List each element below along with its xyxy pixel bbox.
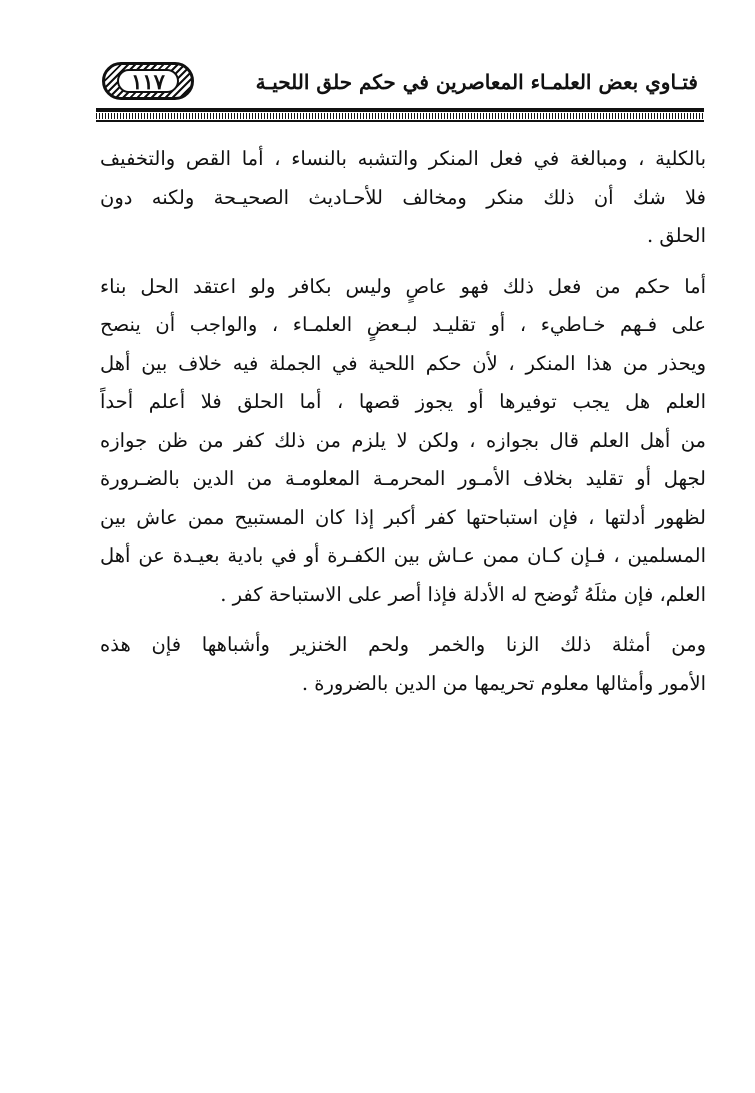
text-line: العلم، فإن مثلَهُ تُوضح له الأدلة فإذا أصر على الاستباحة كفر . — [220, 582, 706, 606]
text-line: ومن أمثلة ذلك الزنا والخمر ولحم الخنزير وأشباهها فإن هذه — [100, 633, 706, 656]
paragraph-spacer — [100, 614, 706, 626]
paragraph-spacer — [100, 256, 706, 268]
header-rule-thick — [96, 108, 704, 112]
header-title: فتـاوي بعض العلمـاء المعاصرين في حكم حلق اللحيـة — [255, 70, 698, 94]
running-header — [96, 58, 704, 110]
paragraph-1 — [100, 140, 706, 256]
page-number: ١١٧ — [117, 69, 179, 93]
header-rule-hatched — [96, 113, 704, 119]
text-line: العلم هل يجب توفيرها أو يجوز قصها ، أما الحلق فلا أعلم أحداً — [100, 390, 706, 413]
paragraph-2 — [100, 268, 706, 615]
text-line: الأمور وأمثالها معلوم تحريمها من الدين بالضرورة . — [301, 671, 706, 695]
paragraph-3 — [100, 626, 706, 703]
text-line: لظهور أدلتها ، فإن استباحتها كفر أكبر إذا كان المستبيح ممن عاش بين — [100, 505, 706, 529]
text-line: فلا شك أن ذلك منكر ومخالف للأحـاديث الصحيـحة ولكنه دون — [100, 185, 706, 209]
text-line: المسلمين ، فـإن كـان ممن عـاش بين الكفـرة أو في بادية بعيـدة عن أهل — [100, 544, 706, 567]
text-line: من أهل العلم قال بجوازه ، ولكن لا يلزم من ذلك كفر من ظن جوازه — [100, 428, 706, 452]
body-text — [100, 140, 706, 703]
text-line: على فـهم خـاطيء ، أو تقليـد لبـعضٍ العلمـاء ، والواجب أن ينصح — [100, 313, 706, 336]
text-line: أما حكم من فعل ذلك فهو عاصٍ وليس بكافر ولو اعتقد الحل بناء — [100, 274, 706, 298]
text-line: الحلق . — [646, 224, 706, 247]
text-line: لجهل أو تقليد بخلاف الأمـور المحرمـة المعلومـة من الدين بالضـرورة — [100, 467, 706, 490]
text-line: ويحذر من هذا المنكر ، لأن حكم اللحية في الجملة فيه خلاف بين أهل — [100, 351, 706, 375]
text-line: بالكلية ، ومبالغة في فعل المنكر والتشبه بالنساء ، أما القص والتخفيف — [100, 147, 706, 170]
header-rule-thin — [96, 120, 704, 122]
page-number-badge — [102, 62, 194, 100]
